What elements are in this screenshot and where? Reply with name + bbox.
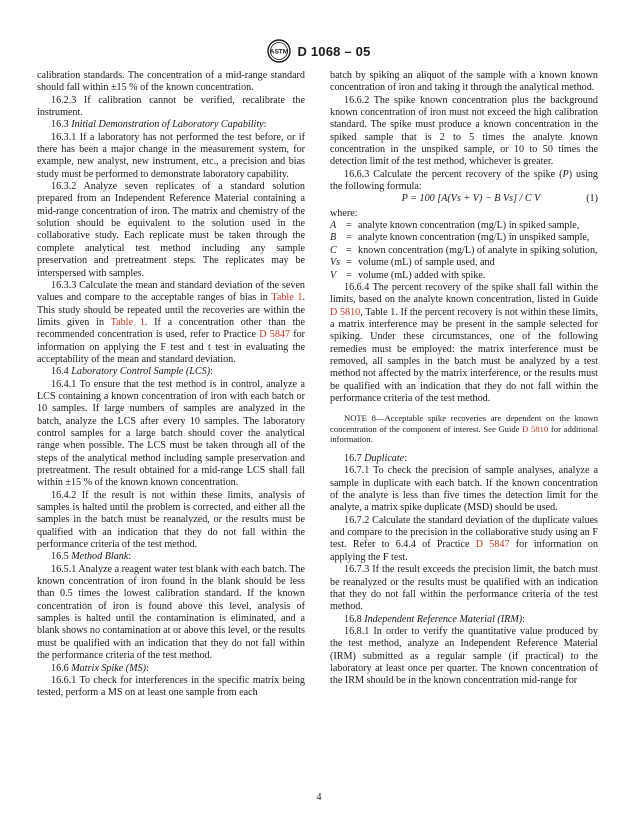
definition-row: B = analyte known concentration (mg/L) in unspiked sample,	[330, 232, 590, 244]
definition-row: C = known concentration (mg/L) of analyte in spiking solution,	[330, 244, 598, 256]
d5810-link[interactable]: D 5810	[330, 306, 361, 318]
paragraph: 16.4.1 To ensure that the test method is in control, analyze a LCS containing a known concentration of iron with each batch or 10 samples. If large numbers of samples are analyzed in the batch, analyze the LCS after every 10 samples. The laboratory control samples for a large batch should cover the analytical range when possible. The LCS must be taken through all of the steps of the analytical method including sample preservation and pretreatment. The result obtained for a mid-range LCS shall fall within ±15 % of the known known concentration.	[37, 378, 305, 489]
paragraph: 16.6.2 The spike known concentration plus the background known concentration of iron must not exceed the high calibration standard. The spike must produce a known concentration in the spiked sample that is 2 to 5 times the analyte known concentration in the unspiked sample, or 10 to 50 times the detection limit of the test method, whichever is greater.	[330, 94, 598, 168]
definition-row: A = analyte known concentration (mg/L) in spiked sample,	[330, 220, 580, 232]
note: NOTE 8—Acceptable spike recoveries are dependent on the known concentration of the component of interest. See Guide D 5810 for additional information.	[330, 413, 599, 445]
paragraph: 16.7.2 Calculate the standard deviation of the duplicate values and compare to the precision in the collaborative study using an F test. Refer to 6.4.4 of Practice D 5847 for information on applying the F test.	[330, 514, 599, 563]
right-column	[330, 70, 598, 688]
paragraph: 16.4.2 If the result is not within these limits, analysis of samples is halted until the problem is corrected, and either all the samples in the batch must be reanalyzed, or the results must be qualified with an indication that they do not fall within the performance criteria of the test method.	[37, 489, 305, 551]
table-1-link[interactable]: Table 1	[110, 316, 145, 328]
section-heading: 16.8 Independent Reference Material (IRM):	[344, 613, 525, 625]
paragraph: 16.7.1 To check the precision of sample analyses, analyze a sample in duplicate with each batch. If the known concentration of the analyte is less than five times the detection limit for the analyte, a matrix spike duplicate (MSD) should be used.	[330, 465, 598, 514]
where-label: where:	[330, 207, 358, 219]
equation: P = 100 [A(Vs + V) − B Vs] / C V (1)	[401, 193, 598, 205]
document-id: D 1068 – 05	[297, 43, 371, 59]
left-column	[37, 70, 305, 700]
paragraph: batch by spiking an aliquot of the sample with a known known concentration of iron and taking it through the analytical method.	[330, 70, 598, 94]
d5847-link[interactable]: D 5847	[259, 329, 291, 341]
paragraph: 16.6.4 The percent recovery of the spike shall fall within the limits, based on the analyte known concentration, listed in Guide D 5810, Table 1. If the percent recovery is not within these limits, a matrix interference may be present in the sample selected for spiking. Under these circumstances, one of the following remedies must be employed: the matrix interference must be removed, all samples in the batch must be analyzed by a test method not affected by the matrix interference, or the results must be qualified with an indication that they do not fall within the performance criteria of the test method.	[330, 281, 598, 404]
section-heading: 16.6 Matrix Spike (MS):	[51, 662, 149, 674]
paragraph: 16.6.3 Calculate the percent recovery of the spike (P) using the following formula:	[330, 168, 598, 193]
paragraph: 16.3.3 Calculate the mean and standard deviation of the seven values and compare to the acceptable ranges of bias in Table 1. This study should be repeated until the recoveries are within the limits given in Table 1. If a concentration other than the recommended concentration is used, refer to Practice D 5847 for information on applying the F test and t test in evaluating the acceptability of the mean and standard deviation.	[37, 279, 306, 365]
page-header	[0, 38, 638, 64]
paragraph: 16.3.1 If a laboratory has not performed the test before, or if there has been a major change in the measurement system, for example, new analyst, new instrument, etc., a precision and bias study must be performed to demonstrate laboratory capability.	[37, 131, 305, 180]
astm-logo-icon	[267, 39, 291, 63]
variable-definitions	[330, 220, 598, 282]
paragraph: 16.7.3 If the result exceeds the precision limit, the batch must be reanalyzed or the results must be qualified with an indication that they do not fall within the performance criteria of the test method.	[330, 564, 598, 613]
paragraph: 16.8.1 In order to verify the quantitative value produced by the test method, analyze an Independent Reference Material (IRM) submitted as a regular sample (if practical) to the laboratory at least once per quarter. The known concentration of the IRM should be in the known concentration mid-range for	[330, 625, 598, 687]
definition-row: Vs = volume (mL) of sample used, and	[330, 257, 495, 269]
section-heading: 16.4 Laboratory Control Sample (LCS):	[51, 366, 213, 378]
svg-text:ASTM: ASTM	[270, 48, 289, 56]
paragraph: calibration standards. The concentration of a mid-range standard should fall within ±15 % of the known concentration.	[37, 70, 305, 94]
equation-number: (1)	[586, 193, 598, 205]
table-1-link[interactable]: Table 1	[271, 292, 303, 304]
page-number: 4	[316, 792, 322, 803]
section-heading: 16.5 Method Blank:	[51, 551, 132, 563]
d5847-link[interactable]: D 5847	[475, 539, 510, 551]
definition-row: V = volume (mL) added with spike.	[330, 269, 486, 281]
paragraph: 16.3.2 Analyze seven replicates of a standard solution prepared from an Independent Reference Material containing a mid-range concentration of iron. The matrix and chemistry of the solution should be equivalent to the solution used in the collaborative study. Each replicate must be taken through the complete analytical test method including any sample preservation and pretreatment steps. The replicates may be interspersed with samples.	[37, 181, 305, 279]
section-heading: 16.3 Initial Demonstration of Laboratory Capability:	[51, 119, 267, 131]
section-heading: 16.7 Duplicate:	[344, 453, 408, 465]
d5810-link[interactable]: D 5810	[522, 423, 549, 434]
paragraph: 16.6.1 To check for interferences in the specific matrix being tested, perform a MS on at least one sample from each	[37, 674, 305, 699]
paragraph: 16.2.3 If calibration cannot be verified, recalibrate the instrument.	[37, 94, 305, 119]
paragraph: 16.5.1 Analyze a reagent water test blank with each batch. The known concentration of iron found in the blank should be less than 0.5 times the lowest calibration standard. If the known concentration of iron is found above this level, analysis of samples is halted until the contamination is eliminated, and a blank shows no contamination at or above this level, or the results must be qualified with an indication that they do not fall within the performance criteria of the test method.	[37, 563, 305, 662]
